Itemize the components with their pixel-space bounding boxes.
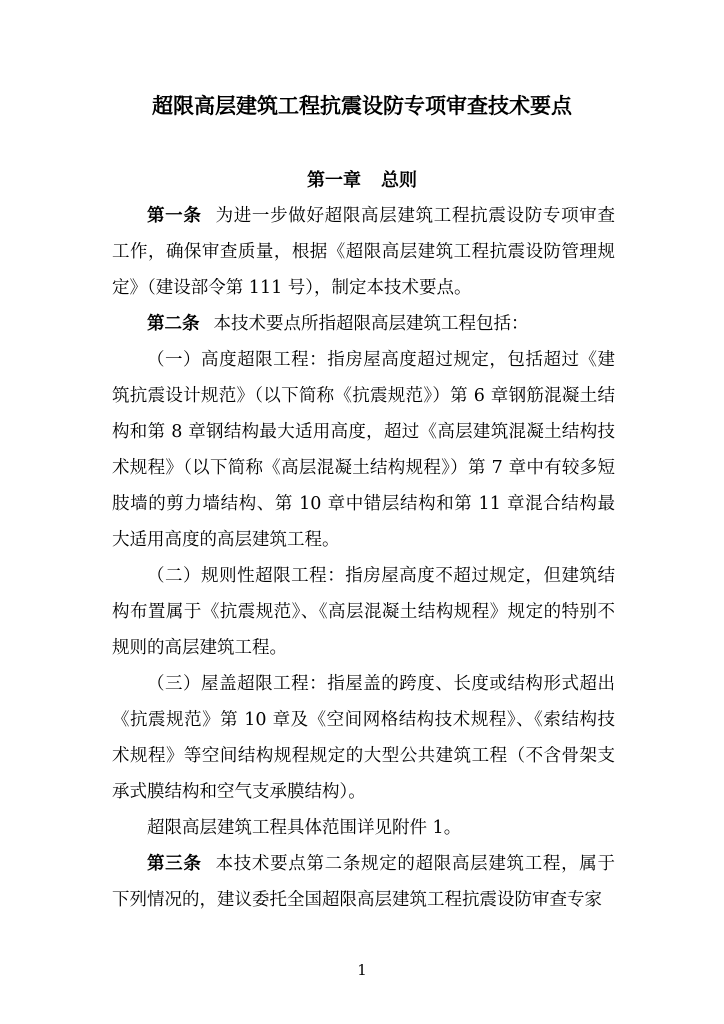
article-label: 第一条	[147, 206, 202, 226]
paragraph-text: 超限高层建筑工程具体范围详见附件 1。	[147, 818, 462, 838]
paragraph-text: 本技术要点第二条规定的超限高层建筑工程，属于下列情况的，建议委托全国超限高层建筑工程抗震设防审查专家	[112, 854, 615, 910]
paragraph-text: （二）规则性超限工程：指房屋高度不超过规定，但建筑结构布置属于《抗震规范》、《高层混凝土结构规程》规定的特别不规则的高层建筑工程。	[112, 566, 615, 658]
page-number: 1	[357, 961, 367, 979]
chapter-label: 第一章	[307, 170, 361, 191]
paragraph-height-overlimit	[112, 342, 615, 558]
chapter-heading	[0, 168, 724, 194]
paragraph-article-3	[112, 846, 615, 918]
article-label: 第二条	[147, 314, 200, 334]
body-text	[112, 198, 615, 918]
paragraph-article-2	[112, 306, 615, 342]
chapter-name: 总则	[381, 170, 417, 191]
paragraph-text: （一）高度超限工程：指房屋高度超过规定，包括超过《建筑抗震设计规范》（以下简称《抗震规范》）第 6 章钢筋混凝土结构和第 8 章钢结构最大适用高度，超过《高层建筑混凝土结构技术规程》（以下简称《高层混凝土结构规程》）第 7 章中有较多短肢墙的剪力墙结构、第 10 章中错层结构和第 11 章混合结构最大适用高度的高层建筑工程。	[112, 350, 615, 550]
article-label: 第三条	[147, 854, 202, 874]
paragraph-scope-note	[112, 810, 615, 846]
paragraph-text: （三）屋盖超限工程：指屋盖的跨度、长度或结构形式超出《抗震规范》第 10 章及《空间网格结构技术规程》、《索结构技术规程》等空间结构规程规定的大型公共建筑工程（不含骨架支承式膜结构和空气支承膜结构）。	[112, 674, 615, 802]
paragraph-text: 本技术要点所指超限高层建筑工程包括：	[213, 314, 529, 334]
paragraph-article-1	[112, 198, 615, 306]
paragraph-regularity-overlimit	[112, 558, 615, 666]
document-title: 超限高层建筑工程抗震设防专项审查技术要点	[152, 94, 572, 118]
paragraph-roof-overlimit	[112, 666, 615, 810]
paragraph-text: 为进一步做好超限高层建筑工程抗震设防专项审查工作，确保审查质量，根据《超限高层建筑工程抗震设防管理规定》（建设部令第 111 号），制定本技术要点。	[112, 206, 615, 298]
